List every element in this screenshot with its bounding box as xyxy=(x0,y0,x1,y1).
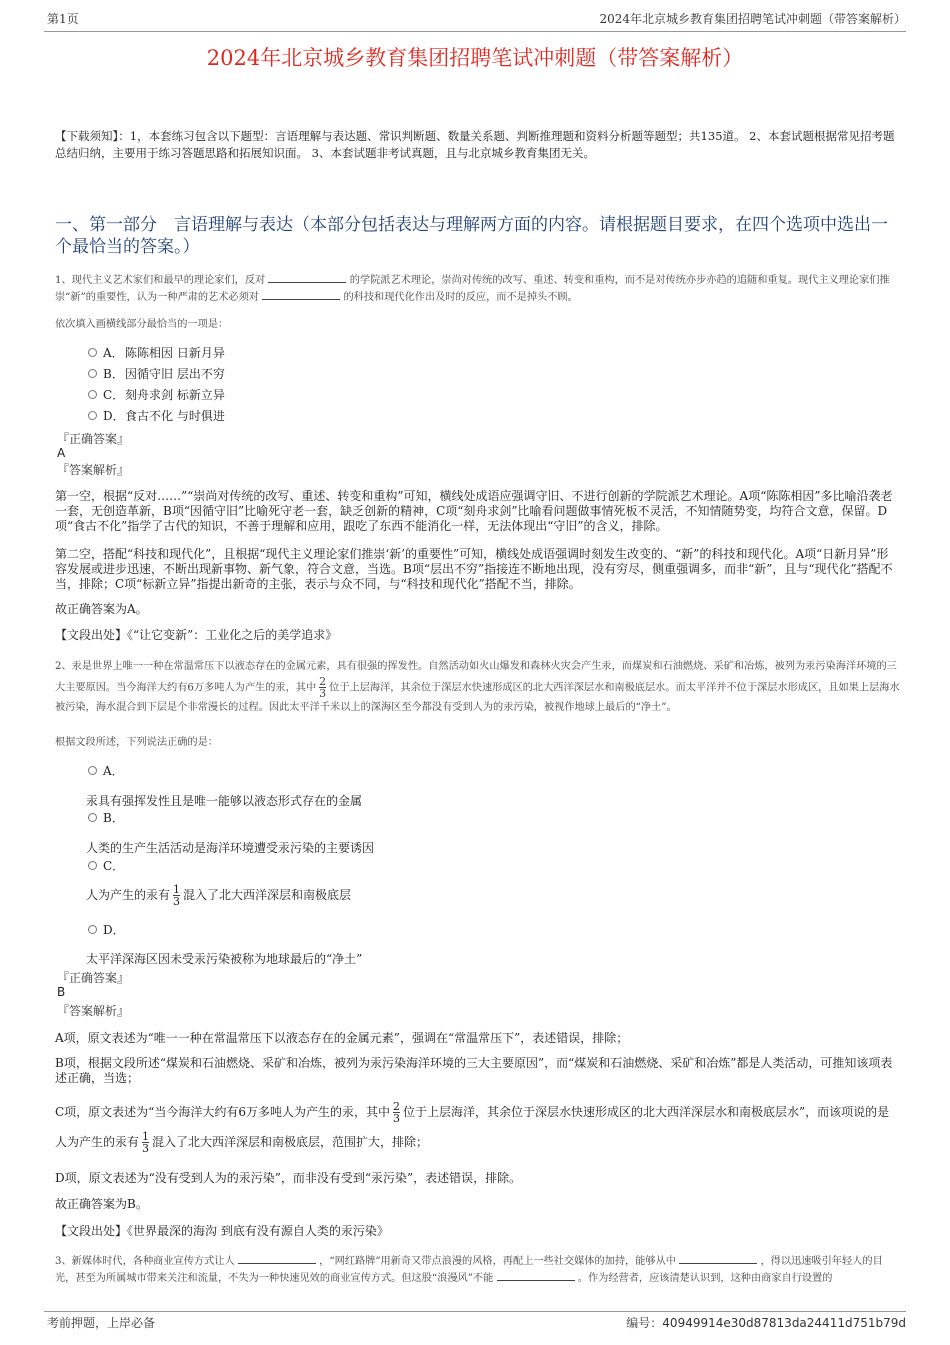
q2-analysis-label: 『答案解析』 xyxy=(57,1004,130,1018)
fraction xyxy=(319,676,326,699)
option-text: 刻舟求剑 标新立异 xyxy=(125,388,225,402)
radio-icon[interactable] xyxy=(88,925,97,934)
option-letter: A． xyxy=(103,764,124,778)
q2-source: 【文段出处】《世界最深的海沟 到底有没有源自人类的汞污染》 xyxy=(55,1224,389,1238)
header-doc-title: 2024年北京城乡教育集团招聘笔试冲刺题（带答案解析） xyxy=(599,12,906,26)
radio-icon[interactable] xyxy=(88,390,97,399)
q2-analysis-b: B项，根据文段所述“煤炭和石油燃烧、采矿和冶炼，被列为汞污染海洋环境的三大主要原因”，而“煤炭和石油燃烧、采矿和冶炼”都是人类活动，可推知该项表述正确，当选； xyxy=(55,1056,893,1085)
option-text: 因循守旧 层出不穷 xyxy=(125,367,225,381)
analysis-text: 位于上层海洋，其余位于深层水快速形成区的北大西洋深层水和南极底层水”，而该项说的是人为产生的汞有 xyxy=(55,1105,890,1149)
option-letter: D． xyxy=(103,923,125,937)
option-letter: B． xyxy=(103,811,124,825)
footer-code xyxy=(626,1314,906,1331)
fraction-numerator: 1 xyxy=(173,883,181,896)
fraction xyxy=(393,1101,400,1124)
question-1-stem xyxy=(55,272,900,306)
q3-stem-part: 3、新媒体时代，各种商业宣传方式让人 xyxy=(55,1256,235,1267)
question-1-prompt: 依次填入画横线部分最恰当的一项是： xyxy=(55,319,229,330)
fraction-numerator: 2 xyxy=(319,675,327,688)
fraction-denominator: 3 xyxy=(392,1112,400,1125)
q1-stem-part: 的科技和现代化作出及时的反应，而不是掉头不顾。 xyxy=(343,292,578,303)
radio-icon[interactable] xyxy=(88,861,97,870)
question-2-stem xyxy=(55,658,900,717)
code-label: 编号： xyxy=(626,1316,663,1330)
download-notice: 【下载须知】：1，本套练习包含以下题型：言语理解与表达题、常识判断题、数量关系题、判断推理题和资料分析题等题型；共135道。 2、本套试题根据常见招考题总结归纳，主要用于练习答题思路和拓展知识面。 3、本套试题非考试真题，且与北京城乡教育集团无关。 xyxy=(55,129,895,160)
footer-divider xyxy=(44,1311,906,1312)
q1-source: 【文段出处】《“让它变新”：工业化之后的美学追求》 xyxy=(55,628,338,642)
q1-answer-label: 『正确答案』 xyxy=(57,432,130,446)
q2-option-d[interactable] xyxy=(88,922,125,938)
analysis-text: C项，原文表述为“当今海洋大约有6万多吨人为产生的汞，其中 xyxy=(55,1105,390,1119)
fraction-denominator: 3 xyxy=(319,687,327,700)
option-letter: A． xyxy=(103,346,124,360)
q1-option-d[interactable] xyxy=(88,408,225,424)
radio-icon[interactable] xyxy=(88,766,97,775)
radio-icon[interactable] xyxy=(88,813,97,822)
option-letter: B． xyxy=(103,367,124,381)
fraction-numerator: 1 xyxy=(142,1130,150,1143)
option-text: 混入了北大西洋深层和南极底层 xyxy=(183,888,352,902)
question-2-prompt: 根据文段所述，下列说法正确的是： xyxy=(55,737,218,748)
q2-analysis-a: A项，原文表述为“唯一一种在常温常压下以液态存在的金属元素”，强调在“常温常压下”，表述错误，排除； xyxy=(55,1031,629,1045)
option-text: 陈陈相因 日新月异 xyxy=(125,346,225,360)
q2-option-c[interactable] xyxy=(88,858,124,874)
q2-stem-part: 位于上层海洋，其余位于深层水快速形成区的北大西洋深层水和南极底层水。而太平洋并不位于深层水形成区，且如果上层海水被污染，海水混合到下层是个非常漫长的过程。因此太平洋千米以上的深海区至今都没有受到人为的汞污染，被视作地球上最后的“净土”。 xyxy=(55,682,900,713)
q2-analysis-d: D项，原文表述为“没有受到人为的汞污染”，而非没有受到“汞污染”，表述错误，排除。 xyxy=(55,1171,522,1185)
q1-conclusion: 故正确答案为A。 xyxy=(55,602,148,616)
q1-analysis-2: 第二空，搭配“科技和现代化”，且根据“现代主义理论家们推崇‘新’的重要性”可知，横线处成语强调时刻发生改变的、“新”的科技和现代化。A项“日新月异”形容发展或进步迅速，不断出现新事物、新气象，符合文意，当选。B项“层出不穷”指接连不断地出现，没有穷尽，侧重强调多，而非“新”，且与“现代化”搭配不当，排除；C项“标新立异”指提出新奇的主张，表示与众不同，与“科技和现代化”搭配不当，排除。 xyxy=(55,547,893,591)
option-letter: D． xyxy=(103,409,125,423)
q2-option-d-text: 太平洋深海区因未受汞污染被称为地球最后的“净土” xyxy=(86,952,363,966)
q2-option-c-text xyxy=(86,884,351,907)
q1-answer: A xyxy=(57,446,66,460)
q2-option-b-text: 人类的生产生活活动是海洋环境遭受汞污染的主要诱因 xyxy=(86,841,375,855)
q2-answer: B xyxy=(57,985,66,999)
fraction-numerator: 2 xyxy=(392,1100,400,1113)
q3-stem-part: ，得以迅速吸引年轻人的目光，甚至为所属城市带来关注和流量，不失为一种快速见效的商业宣传方式。但这股“浪漫风”不能 xyxy=(55,1256,883,1284)
answer-blank xyxy=(679,1253,757,1264)
fraction-denominator: 3 xyxy=(173,895,181,908)
analysis-text: 混入了北大西洋深层和南极底层，范围扩大，排除； xyxy=(152,1135,429,1149)
footer-slogan: 考前押题，上岸必备 xyxy=(47,1316,156,1330)
q1-analysis-label: 『答案解析』 xyxy=(57,463,130,477)
option-text: 食古不化 与时俱进 xyxy=(125,409,225,423)
q1-stem-part: 1、现代主义艺术家们和最早的理论家们，反对 xyxy=(55,275,266,286)
q2-conclusion: 故正确答案为B。 xyxy=(55,1197,148,1211)
q2-answer-label: 『正确答案』 xyxy=(57,971,130,985)
q1-option-b[interactable] xyxy=(88,366,225,382)
q1-option-c[interactable] xyxy=(88,387,225,403)
answer-blank xyxy=(268,272,346,283)
q1-stem-part: 的学院派艺术理论，崇尚对传统的改写、重述、转变和重构，而不是对传统亦步亦趋的追随和重复。现代主义理论家们推崇“新”的重要性，认为一种严肃的艺术必须对 xyxy=(55,275,890,303)
page-number: 第1页 xyxy=(47,12,79,26)
q2-option-b[interactable] xyxy=(88,810,124,826)
section-title: 一、第一部分 言语理解与表达（本部分包括表达与理解两方面的内容。请根据题目要求，在四个选项中选出一个最恰当的答案。） xyxy=(55,215,888,257)
q2-option-a[interactable] xyxy=(88,763,124,779)
radio-icon[interactable] xyxy=(88,411,97,420)
radio-icon[interactable] xyxy=(88,348,97,357)
answer-blank xyxy=(497,1270,575,1281)
page-title: 2024年北京城乡教育集团招聘笔试冲刺题（带答案解析） xyxy=(206,46,744,70)
fraction xyxy=(173,884,180,907)
q3-stem-part: 。作为经营者，应该清楚认识到，这种由商家自行设置的 xyxy=(577,1273,833,1284)
option-text: 人为产生的汞有 xyxy=(86,888,171,902)
q1-option-a[interactable] xyxy=(88,345,225,361)
header-divider xyxy=(44,31,906,32)
q1-analysis-1: 第一空，根据“反对……”“崇尚对传统的改写、重述、转变和重构”可知，横线处成语应强调守旧、不进行创新的学院派艺术理论。A项“陈陈相因”多比喻沿袭老一套，无创造革新，B项“因循守旧”比喻死守老一套，缺乏创新的精神，C项“刻舟求剑”比喻看问题做事情死板不灵活，不知情随势变，均符合文意，保留。D项“食古不化”指学了古代的知识，不善于理解和应用，跟吃了东西不能消化一样，无法体现出“守旧”的含义，排除。 xyxy=(55,489,893,533)
option-letter: C． xyxy=(103,388,125,402)
fraction-denominator: 3 xyxy=(142,1142,150,1155)
question-3-stem xyxy=(55,1253,900,1287)
q2-stem-part: 2、汞是世界上唯一一种在常温常压下以液态存在的金属元素，具有很强的挥发性。自然活动如火山爆发和森林火灾会产生汞，而煤炭和石油燃烧、采矿和冶炼，被列为汞污染海洋环境的三大主要原因。当今海洋大约有6万多吨人为产生的汞，其中 xyxy=(55,661,897,694)
answer-blank xyxy=(238,1253,316,1264)
radio-icon[interactable] xyxy=(88,369,97,378)
code-value: 40949914e30d87813da24411d751b79d xyxy=(662,1316,906,1330)
answer-blank xyxy=(262,289,340,300)
option-letter: C． xyxy=(103,859,125,873)
q2-option-a-text: 汞具有强挥发性且是唯一能够以液态形式存在的金属 xyxy=(86,794,363,808)
q3-stem-part: ，“网红路牌”用新奇又带点浪漫的风格，再配上一些社交媒体的加持，能够从中 xyxy=(319,1256,676,1267)
q2-analysis-c xyxy=(55,1097,897,1157)
fraction xyxy=(142,1131,149,1154)
